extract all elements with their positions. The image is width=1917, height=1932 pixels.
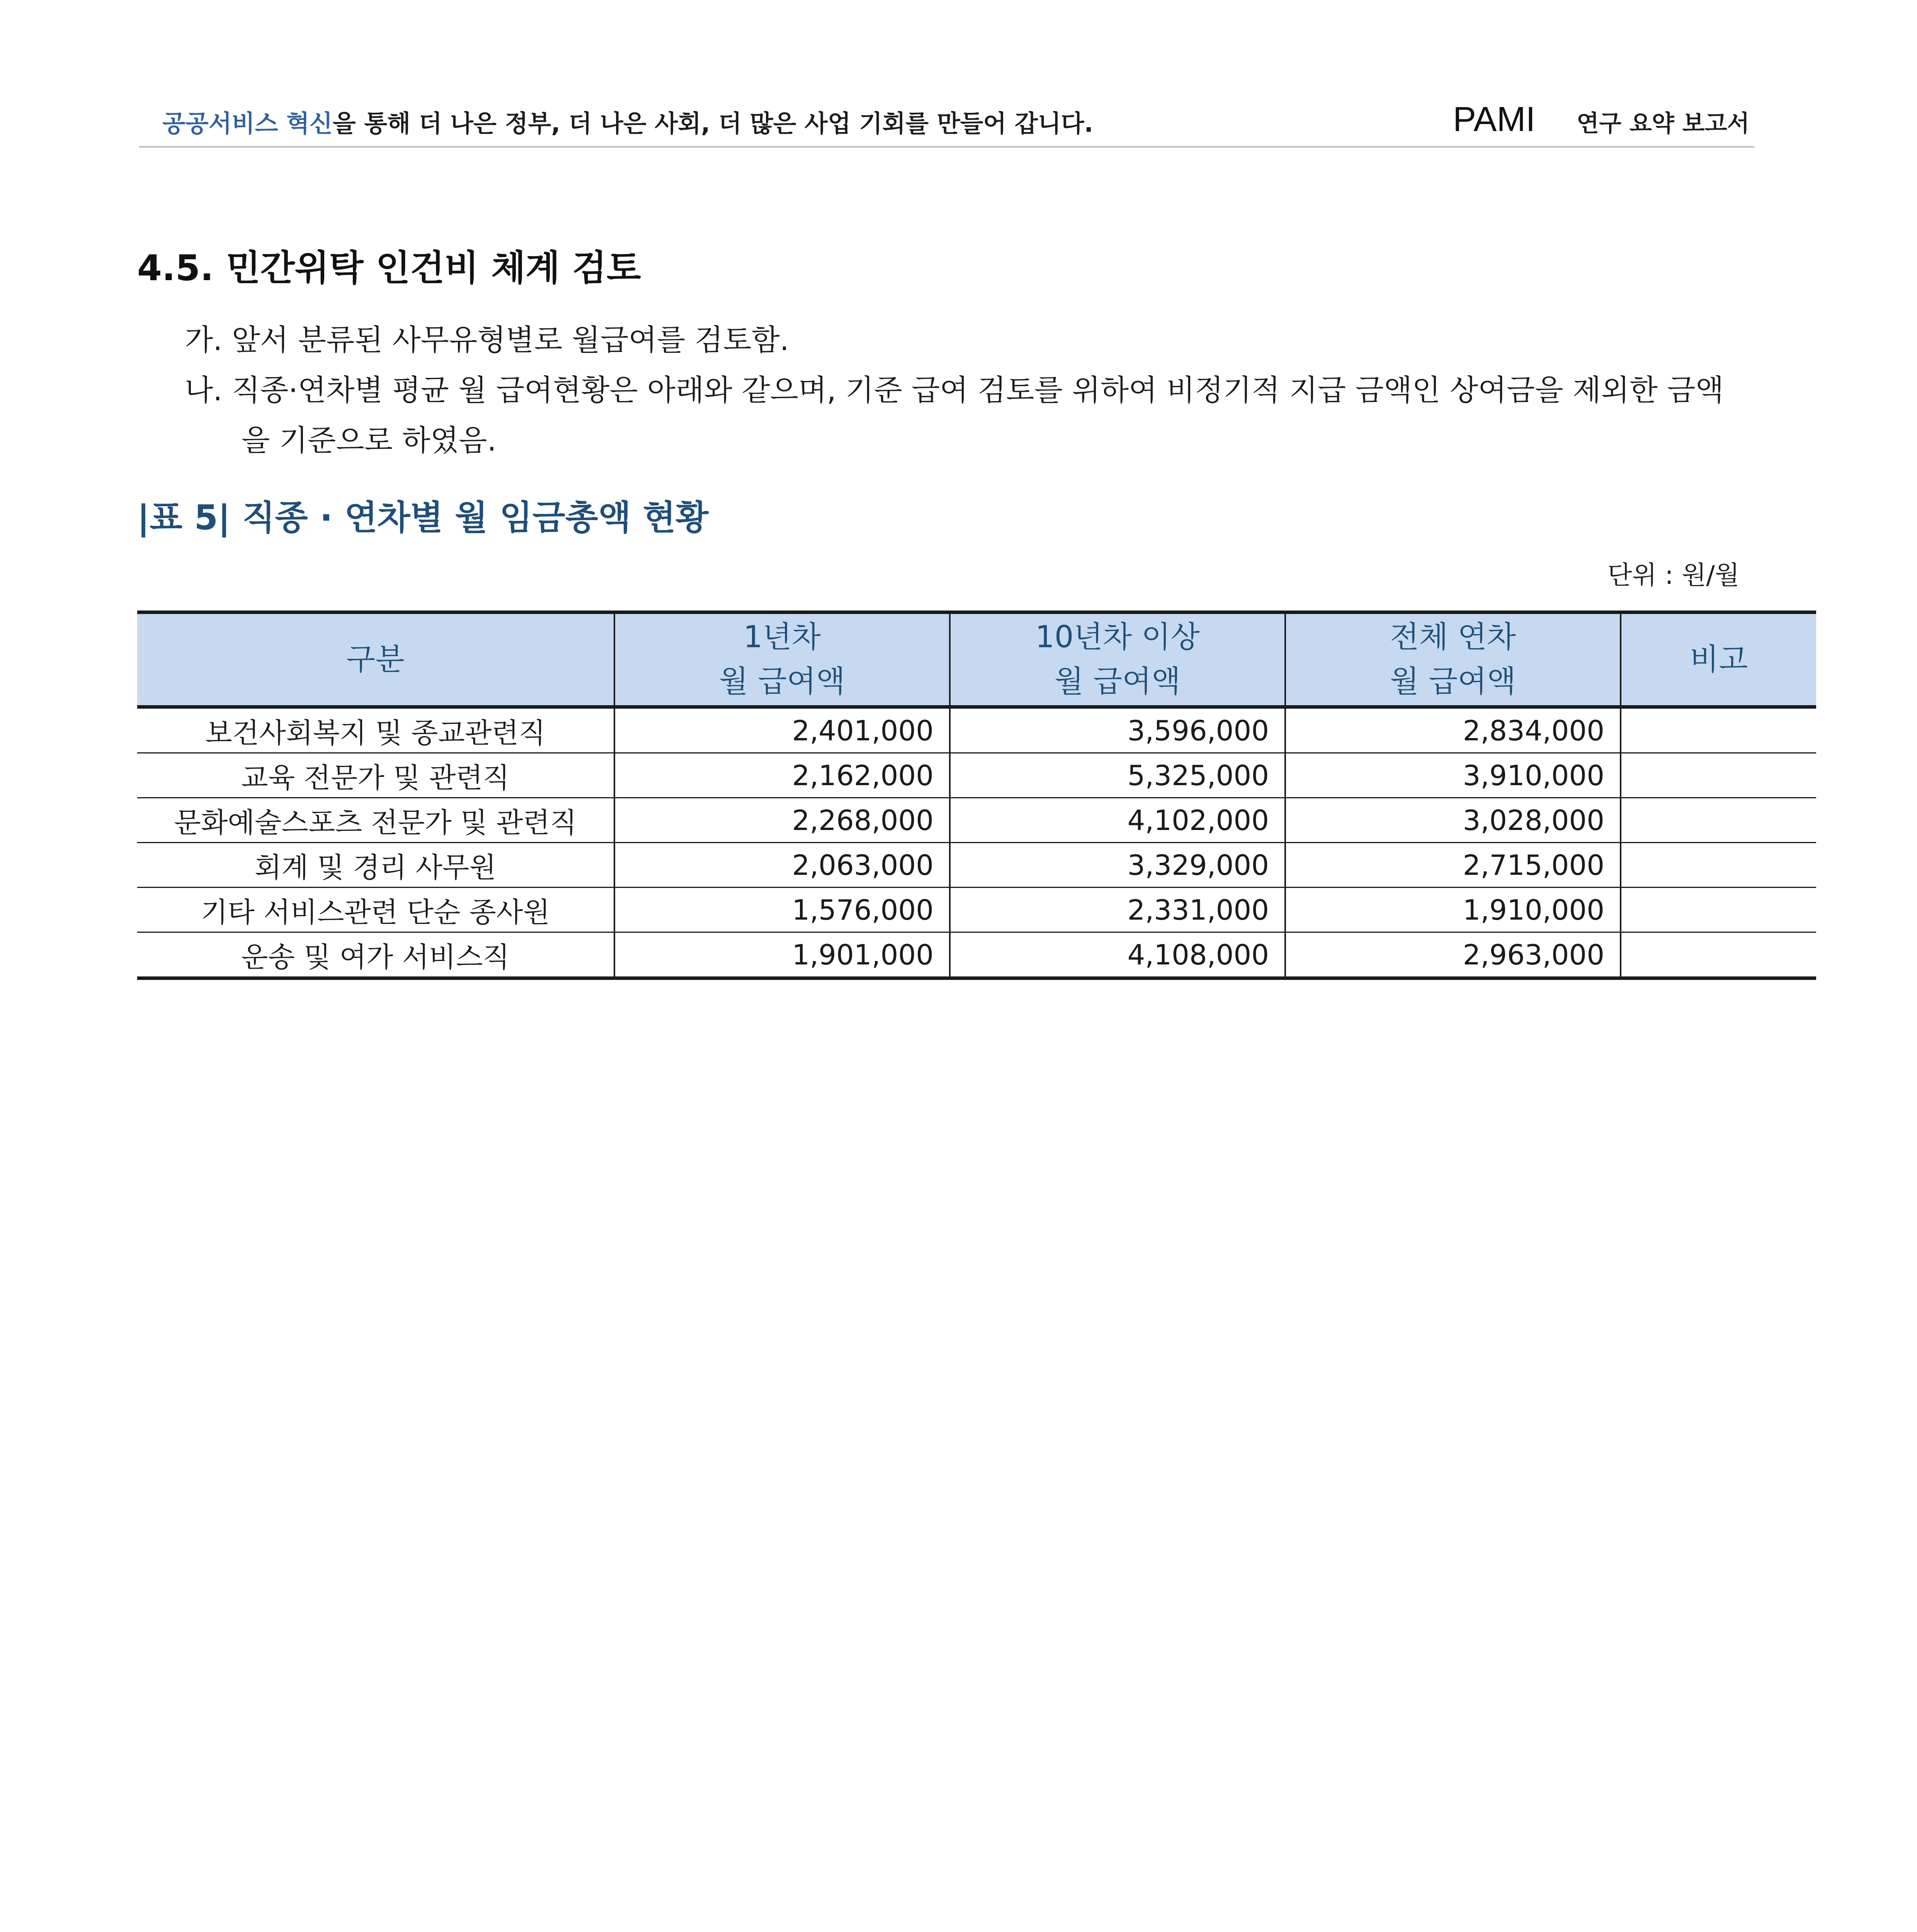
page-header xyxy=(139,97,1754,147)
header-tagline xyxy=(162,104,1093,139)
table-row xyxy=(137,932,1816,978)
header-note: 비고 xyxy=(1621,612,1816,707)
table-row xyxy=(137,843,1816,888)
section-heading: 4.5. 민간위탁 인건비 체계 검토 xyxy=(137,247,641,289)
cell-year10: 4,102,000 xyxy=(950,798,1285,843)
header-year10-line1: 10년차 이상 xyxy=(1035,620,1200,655)
table-unit: 단위 : 원/월 xyxy=(1607,560,1740,590)
cell-year10: 3,596,000 xyxy=(950,707,1285,753)
cell-total: 2,834,000 xyxy=(1285,707,1621,753)
cell-total: 1,910,000 xyxy=(1285,888,1621,932)
header-brand: PAMI xyxy=(1453,100,1536,139)
header-total-line2: 월 급여액 xyxy=(1390,664,1516,699)
header-year1 xyxy=(614,612,950,707)
cell-category: 회계 및 경리 사무원 xyxy=(137,843,614,888)
header-tagline-rest: 을 통해 더 나은 정부, 더 나은 사회, 더 많은 사업 기회를 만들어 갑니다. xyxy=(332,109,1094,138)
header-category: 구분 xyxy=(137,612,614,707)
header-subtitle: 연구 요약 보고서 xyxy=(1577,110,1750,137)
cell-year1: 2,063,000 xyxy=(614,843,950,888)
cell-note xyxy=(1621,798,1816,843)
header-divider xyxy=(139,146,1754,148)
table-row xyxy=(137,888,1816,932)
header-year1-line1: 1년차 xyxy=(743,620,821,655)
table-row xyxy=(137,798,1816,843)
table-row xyxy=(137,707,1816,753)
cell-year1: 2,401,000 xyxy=(614,707,950,753)
cell-year1: 1,901,000 xyxy=(614,932,950,978)
salary-table xyxy=(137,611,1816,980)
header-year1-line2: 월 급여액 xyxy=(719,664,845,699)
cell-year10: 5,325,000 xyxy=(950,753,1285,798)
cell-year1: 1,576,000 xyxy=(614,888,950,932)
cell-category: 운송 및 여가 서비스직 xyxy=(137,932,614,978)
cell-year1: 2,268,000 xyxy=(614,798,950,843)
cell-category: 기타 서비스관련 단순 종사원 xyxy=(137,888,614,932)
cell-note xyxy=(1621,932,1816,978)
cell-total: 2,715,000 xyxy=(1285,843,1621,888)
header-year10-line2: 월 급여액 xyxy=(1054,664,1181,699)
cell-note xyxy=(1621,888,1816,932)
table-row xyxy=(137,753,1816,798)
cell-note xyxy=(1621,753,1816,798)
header-tagline-highlight: 공공서비스 혁신 xyxy=(162,109,333,138)
header-year10 xyxy=(950,612,1285,707)
cell-year10: 2,331,000 xyxy=(950,888,1285,932)
table-caption: |표 5| 직종 · 연차별 월 임금총액 현황 xyxy=(137,498,709,537)
paragraph-1: 가. 앞서 분류된 사무유형별로 월급여를 검토함. xyxy=(185,323,789,357)
cell-year10: 3,329,000 xyxy=(950,843,1285,888)
salary-table-wrapper xyxy=(137,611,1816,980)
header-total xyxy=(1285,612,1621,707)
cell-category: 문화예술스포츠 전문가 및 관련직 xyxy=(137,798,614,843)
paragraph-2-continued: 을 기준으로 하였음. xyxy=(242,423,497,457)
cell-total: 2,963,000 xyxy=(1285,932,1621,978)
cell-category: 보건사회복지 및 종교관련직 xyxy=(137,707,614,753)
paragraph-2: 나. 직종·연차별 평균 월 급여현황은 아래와 같으며, 기준 급여 검토를 위하여 비정기적 지급 금액인 상여금을 제외한 금액 xyxy=(185,373,1724,407)
cell-note xyxy=(1621,707,1816,753)
cell-note xyxy=(1621,843,1816,888)
cell-year1: 2,162,000 xyxy=(614,753,950,798)
cell-category: 교육 전문가 및 관련직 xyxy=(137,753,614,798)
header-total-line1: 전체 연차 xyxy=(1390,620,1516,655)
table-header-row xyxy=(137,612,1816,707)
cell-total: 3,910,000 xyxy=(1285,753,1621,798)
cell-total: 3,028,000 xyxy=(1285,798,1621,843)
cell-year10: 4,108,000 xyxy=(950,932,1285,978)
